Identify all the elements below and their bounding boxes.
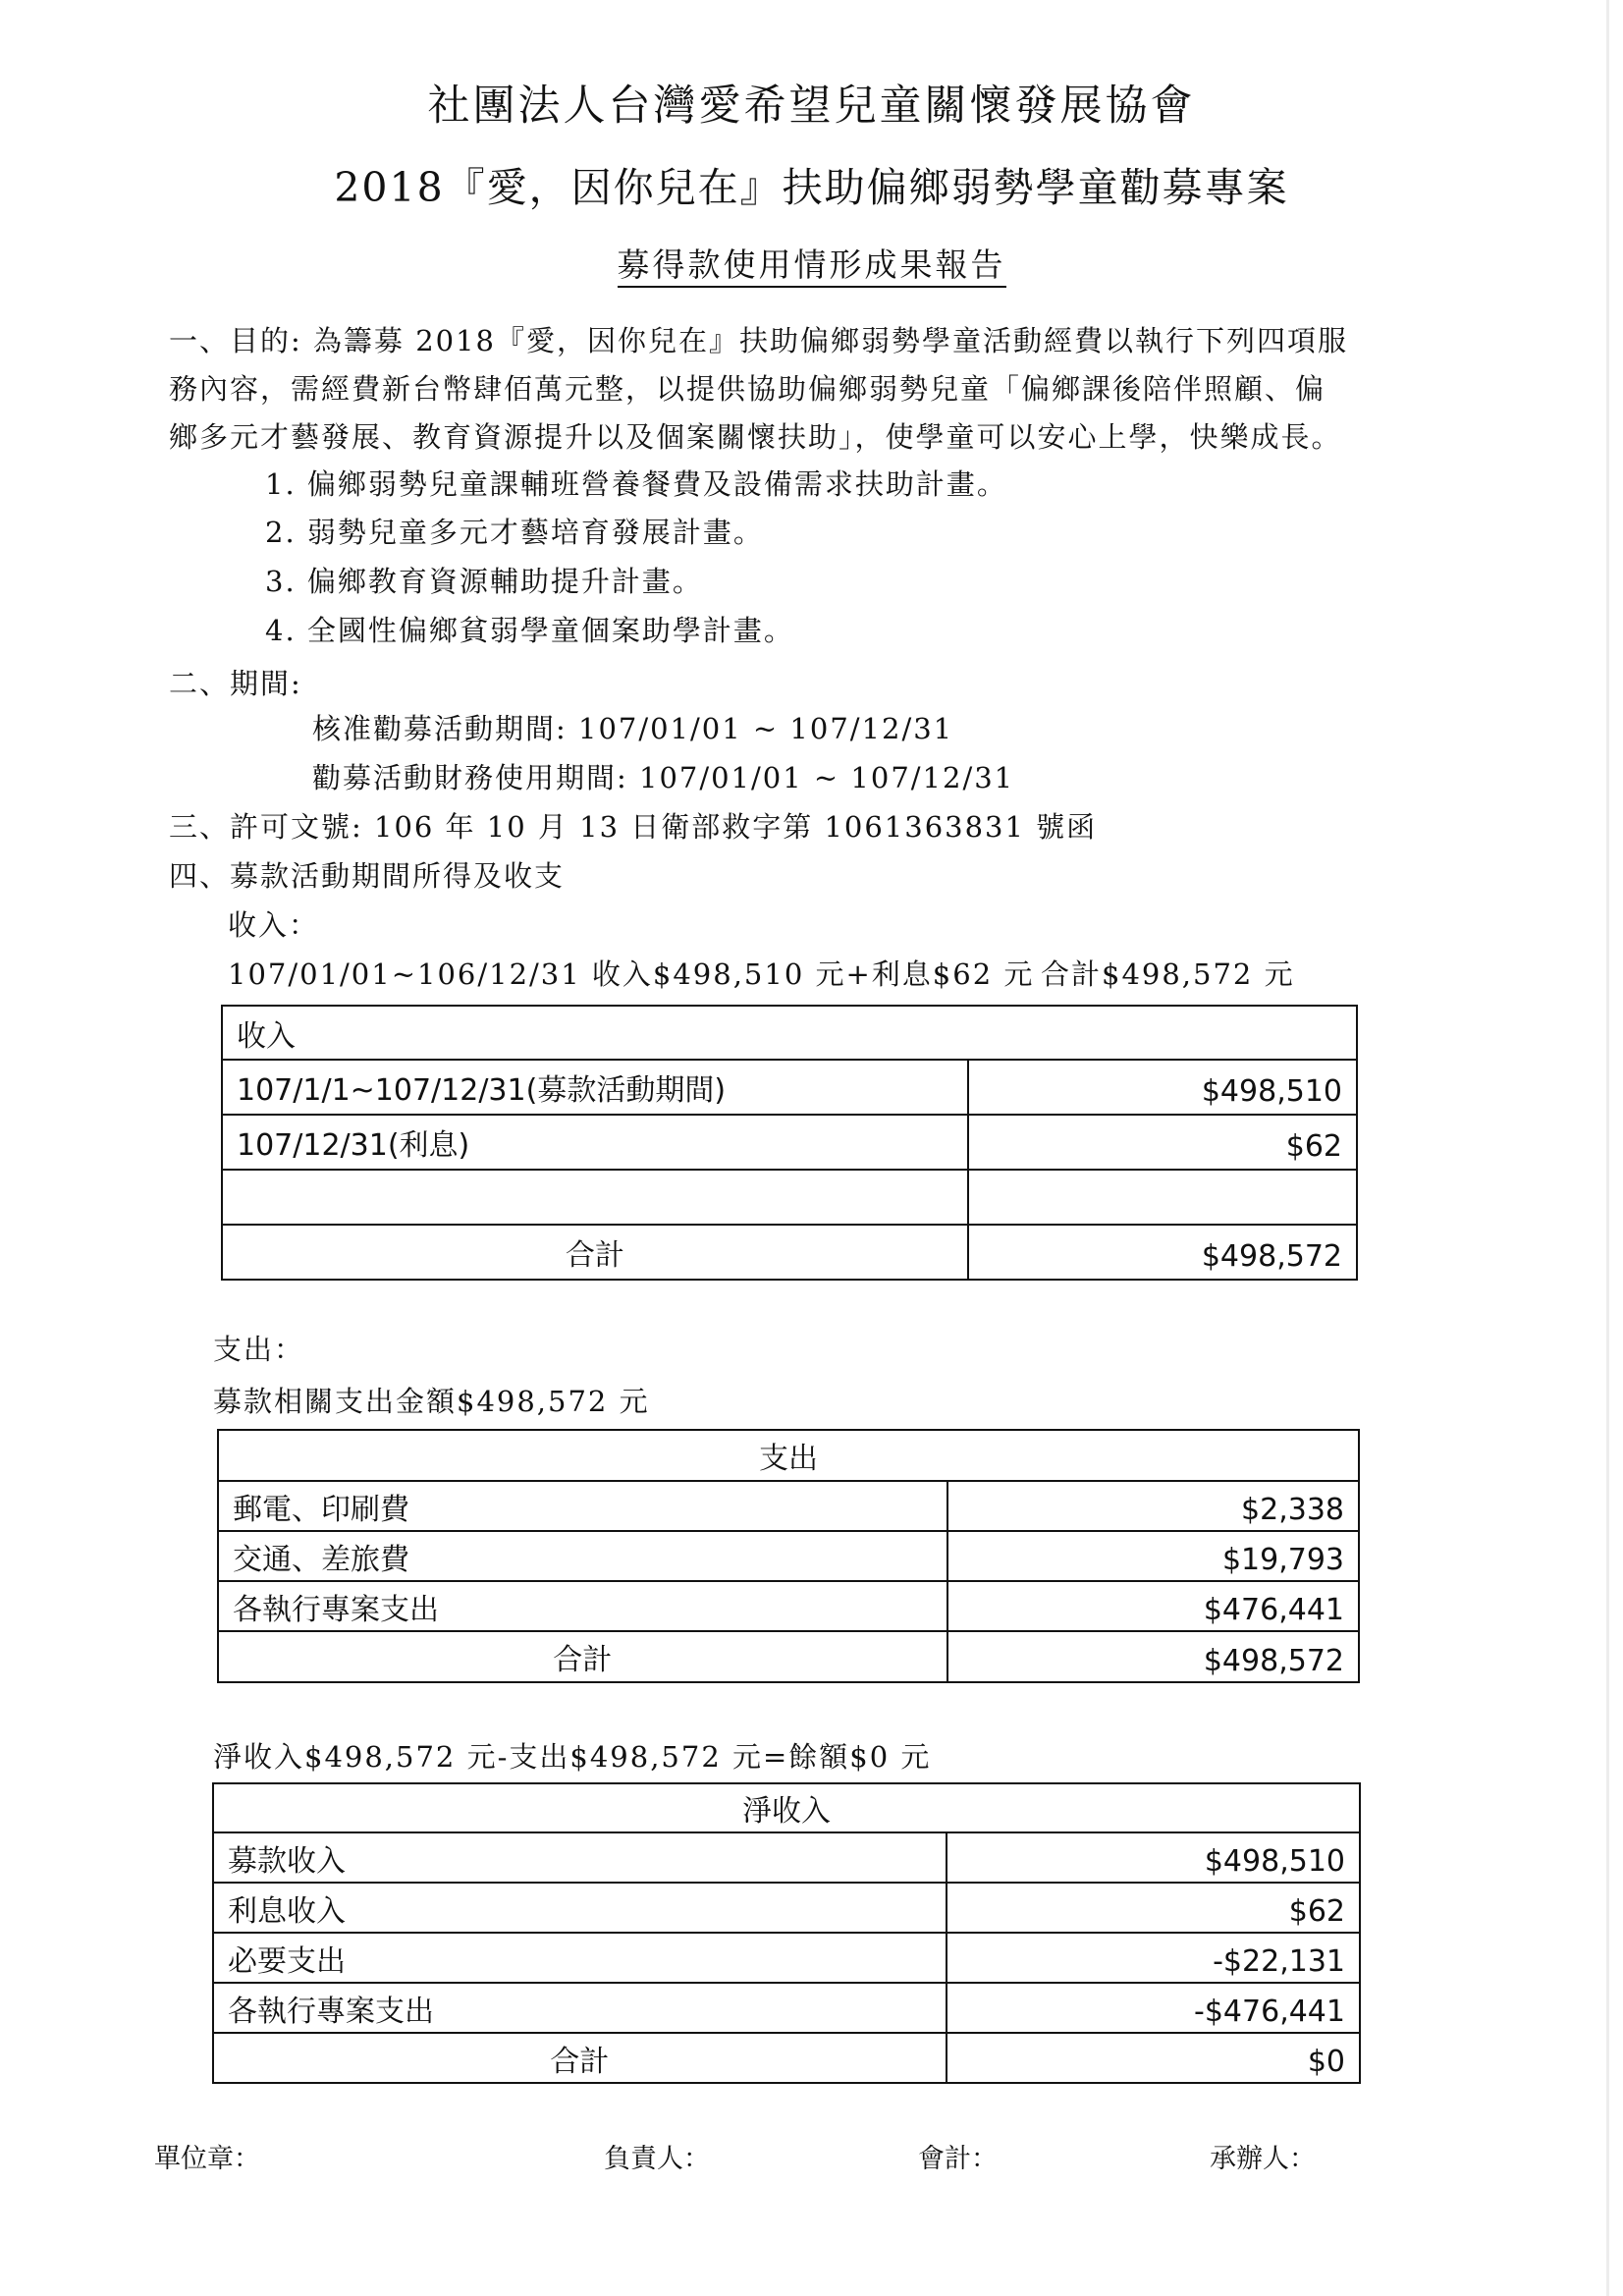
project-title: 2018『愛，因你兒在』扶助偏鄉弱勢學童勸募專案 xyxy=(334,164,1289,211)
table-row xyxy=(222,1115,1357,1170)
expense-table xyxy=(217,1429,1360,1683)
table-total-row xyxy=(218,1631,1359,1682)
net-total-label: 合計 xyxy=(213,2033,947,2083)
purpose-line-1: 一、目的: 為籌募 2018『愛，因你兒在』扶助偏鄉弱勢學童活動經費以執行下列四項服 xyxy=(169,324,1349,357)
permit-number: 三、許可文號: 106 年 10 月 13 日衛部救字第 1061363831 號函 xyxy=(169,810,1098,844)
income-label: 收入： xyxy=(228,908,320,942)
income-item xyxy=(222,1170,968,1225)
expense-summary: 募款相關支出金額$498,572 元 xyxy=(213,1385,650,1418)
table-row xyxy=(218,1581,1359,1631)
net-amount: $62 xyxy=(947,1883,1361,1933)
net-total-amount: $0 xyxy=(947,2033,1361,2083)
income-summary-total: 合計$498,572 元 xyxy=(1041,957,1295,991)
table-row xyxy=(222,1060,1357,1115)
period-approved: 核准勸募活動期間: 107/01/01 ~ 107/12/31 xyxy=(312,712,954,745)
table-row xyxy=(213,1832,1360,1883)
expense-amount: $19,793 xyxy=(947,1531,1359,1581)
income-amount: $62 xyxy=(968,1115,1357,1170)
purpose-line-3: 鄉多元才藝發展、教育資源提升以及個案關懷扶助」，使學童可以安心上學，快樂成長。 xyxy=(169,420,1342,454)
expense-amount: $476,441 xyxy=(947,1581,1359,1631)
section-4-heading: 四、募款活動期間所得及收支 xyxy=(169,859,566,893)
net-table-title: 淨收入 xyxy=(213,1783,1360,1832)
scan-edge xyxy=(1606,0,1609,2296)
table-row xyxy=(213,1983,1360,2033)
table-total-row xyxy=(213,2033,1360,2083)
expense-item: 交通、差旅費 xyxy=(218,1531,947,1581)
table-header-row xyxy=(222,1006,1357,1060)
income-item: 107/1/1~107/12/31(募款活動期間) xyxy=(222,1060,968,1115)
purpose-item: 4. 全國性偏鄉貧弱學童個案助學計畫。 xyxy=(265,614,794,647)
table-row xyxy=(218,1481,1359,1531)
purpose-line-2: 務內容，需經費新台幣肆佰萬元整，以提供協助偏鄉弱勢兒童「偏鄉課後陪伴照顧、偏 xyxy=(169,372,1326,406)
report-title xyxy=(0,240,1623,286)
income-summary: 107/01/01~106/12/31 收入$498,510 元+利息$62 元 xyxy=(228,957,1035,991)
responsible-person-label: 負責人： xyxy=(604,2144,710,2174)
table-row xyxy=(213,1883,1360,1933)
expense-label: 支出： xyxy=(213,1333,305,1366)
table-total-row xyxy=(222,1225,1357,1280)
net-summary: 淨收入$498,572 元-支出$498,572 元=餘額$0 元 xyxy=(213,1740,932,1774)
purpose-item: 2. 弱勢兒童多元才藝培育發展計畫。 xyxy=(265,516,764,549)
handler-label: 承辦人： xyxy=(1210,2144,1316,2174)
table-header-row xyxy=(213,1783,1360,1832)
accountant-label: 會計： xyxy=(918,2144,998,2174)
report-title-text: 募得款使用情形成果報告 xyxy=(618,246,1006,288)
purpose-item: 3. 偏鄉教育資源輔助提升計畫。 xyxy=(265,565,703,598)
income-total-amount: $498,572 xyxy=(968,1225,1357,1280)
net-item: 利息收入 xyxy=(213,1883,947,1933)
unit-seal-label: 單位章： xyxy=(154,2144,260,2174)
net-item: 各執行專案支出 xyxy=(213,1983,947,2033)
expense-amount: $2,338 xyxy=(947,1481,1359,1531)
income-item: 107/12/31(利息) xyxy=(222,1115,968,1170)
organization-title: 社團法人台灣愛希望兒童關懷發展協會 xyxy=(427,82,1196,131)
table-header-row xyxy=(218,1430,1359,1481)
expense-table-title: 支出 xyxy=(218,1430,1359,1481)
net-amount: $498,510 xyxy=(947,1832,1361,1883)
expense-total-label: 合計 xyxy=(218,1631,947,1682)
period-finance: 勸募活動財務使用期間: 107/01/01 ~ 107/12/31 xyxy=(312,761,1015,794)
table-row xyxy=(218,1531,1359,1581)
net-amount: -$476,441 xyxy=(947,1983,1361,2033)
net-item: 必要支出 xyxy=(213,1933,947,1983)
expense-total-amount: $498,572 xyxy=(947,1631,1359,1682)
table-row xyxy=(222,1170,1357,1225)
net-income-table xyxy=(212,1782,1361,2084)
net-amount: -$22,131 xyxy=(947,1933,1361,1983)
net-item: 募款收入 xyxy=(213,1832,947,1883)
income-amount xyxy=(968,1170,1357,1225)
income-amount: $498,510 xyxy=(968,1060,1357,1115)
income-table-title: 收入 xyxy=(222,1006,1357,1060)
expense-item: 各執行專案支出 xyxy=(218,1581,947,1631)
income-total-label: 合計 xyxy=(222,1225,968,1280)
expense-item: 郵電、印刷費 xyxy=(218,1481,947,1531)
purpose-item: 1. 偏鄉弱勢兒童課輔班營養餐費及設備需求扶助計畫。 xyxy=(265,467,1007,501)
period-heading: 二、期間: xyxy=(169,667,302,700)
table-row xyxy=(213,1933,1360,1983)
income-table xyxy=(221,1005,1358,1281)
